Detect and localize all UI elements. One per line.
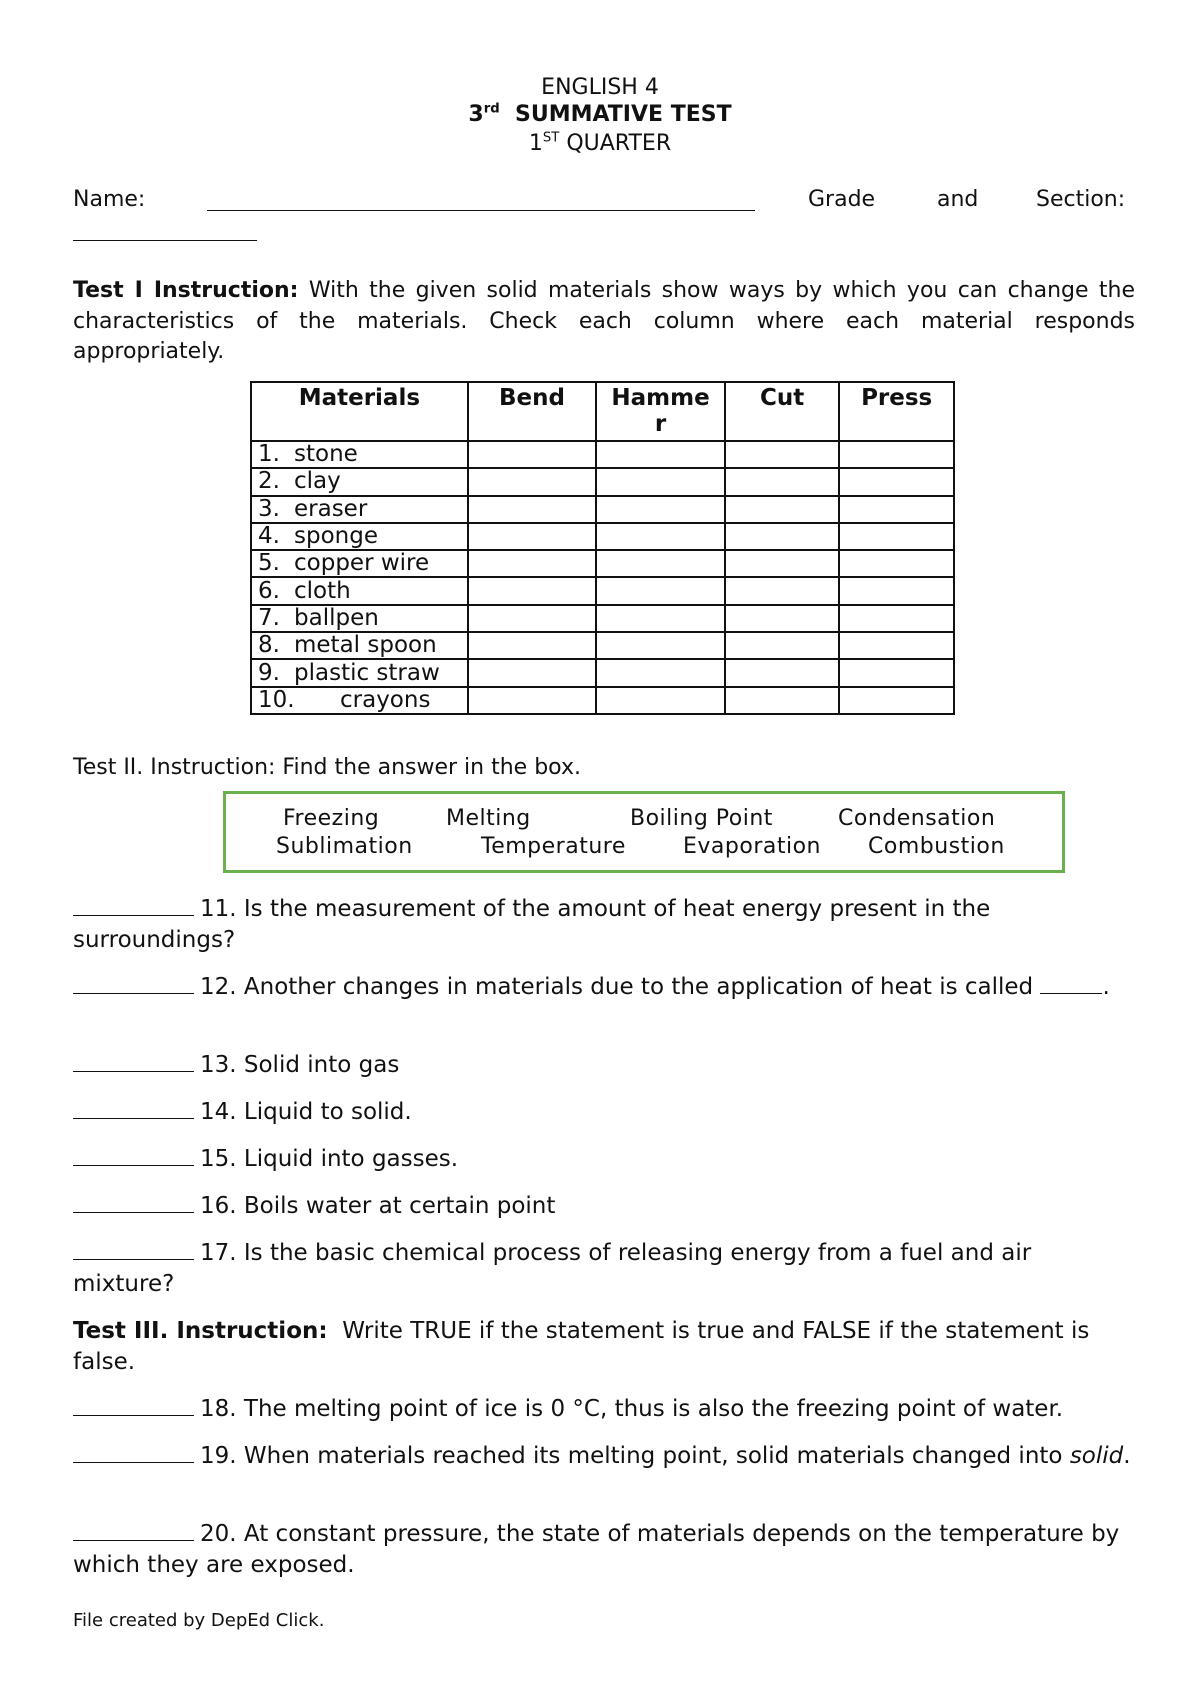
materials-body	[251, 441, 954, 714]
material-cell	[251, 496, 468, 523]
word-evaporation: Evaporation	[683, 834, 821, 859]
test-title	[0, 101, 1200, 129]
test-title-text: SUMMATIVE TEST	[514, 102, 732, 127]
table-row	[251, 659, 954, 686]
check-cell-hammer[interactable]	[596, 659, 725, 686]
word-temperature: Temperature	[481, 834, 626, 859]
check-cell-cut[interactable]	[725, 659, 839, 686]
materials-table	[250, 381, 955, 715]
check-cell-hammer[interactable]	[596, 632, 725, 659]
quarter-title	[0, 130, 1200, 158]
material-cell	[251, 632, 468, 659]
check-cell-press[interactable]	[839, 441, 954, 468]
word-melting: Melting	[446, 806, 531, 831]
question-13	[73, 1050, 1135, 1081]
material-name: stone	[294, 441, 358, 468]
check-cell-hammer[interactable]	[596, 523, 725, 550]
check-cell-bend[interactable]	[468, 523, 596, 550]
material-number: 9.	[258, 659, 280, 686]
answer-blank[interactable]	[73, 895, 194, 916]
material-cell	[251, 577, 468, 604]
material-name: clay	[294, 468, 341, 495]
material-number: 8.	[258, 632, 280, 659]
check-cell-press[interactable]	[839, 577, 954, 604]
word-condensation: Condensation	[838, 806, 996, 831]
material-name: eraser	[294, 495, 368, 522]
check-cell-hammer[interactable]	[596, 605, 725, 632]
table-row	[251, 687, 954, 714]
subject-text: ENGLISH 4	[541, 75, 659, 100]
test-number: 3	[468, 102, 484, 127]
table-row	[251, 550, 954, 577]
check-cell-bend[interactable]	[468, 605, 596, 632]
check-cell-press[interactable]	[839, 496, 954, 523]
question-12	[73, 972, 1135, 1003]
quarter-number: 1	[528, 131, 543, 156]
col-bend: Bend	[468, 382, 596, 441]
section-label: Section:	[1036, 187, 1126, 212]
answer-blank[interactable]	[73, 1098, 194, 1119]
check-cell-cut[interactable]	[725, 577, 839, 604]
quarter-label: QUARTER	[566, 131, 672, 156]
material-cell	[251, 605, 468, 632]
material-cell	[251, 468, 468, 495]
check-cell-press[interactable]	[839, 523, 954, 550]
word-freezing: Freezing	[283, 806, 380, 831]
material-name: ballpen	[294, 604, 379, 631]
check-cell-press[interactable]	[839, 550, 954, 577]
question-text: 14. Liquid to solid.	[200, 1099, 412, 1125]
material-name: cloth	[294, 577, 351, 604]
question-text: 19. When materials reached its melting point, solid materials changed into	[200, 1443, 1063, 1469]
test2-instruction: Test II. Instruction: Find the answer in the box.	[73, 755, 581, 780]
question-19	[73, 1441, 1135, 1472]
check-cell-cut[interactable]	[725, 550, 839, 577]
test1-instruction	[73, 276, 1135, 368]
check-cell-hammer[interactable]	[596, 496, 725, 523]
table-row	[251, 577, 954, 604]
question-tail: .	[1102, 974, 1110, 1000]
test1-instruction-text: With the given solid materials show ways by which you can change the characteristics of the materials. Check each column where each material responds appropriately.	[73, 278, 1135, 364]
test1-heading: Test I Instruction:	[73, 278, 299, 303]
check-cell-bend[interactable]	[468, 496, 596, 523]
footer-credit: File created by DepEd Click.	[73, 1610, 325, 1631]
test-number-suffix: rd	[483, 101, 500, 117]
check-cell-cut[interactable]	[725, 468, 839, 495]
material-cell	[251, 659, 468, 686]
question-text: 13. Solid into gas	[200, 1052, 400, 1078]
col-hammer	[596, 382, 725, 441]
answer-blank[interactable]	[73, 1145, 194, 1166]
material-cell	[251, 550, 468, 577]
material-name: sponge	[294, 523, 378, 550]
inline-blank[interactable]	[1040, 973, 1102, 994]
check-cell-hammer[interactable]	[596, 577, 725, 604]
material-cell	[251, 687, 468, 714]
question-tail: .	[1123, 1443, 1131, 1469]
material-number: 2.	[258, 468, 280, 495]
table-row	[251, 468, 954, 495]
name-blank[interactable]	[207, 210, 755, 211]
question-15	[73, 1144, 1135, 1175]
word-sublimation: Sublimation	[276, 834, 413, 859]
quarter-suffix: ST	[542, 130, 560, 146]
check-cell-cut[interactable]	[725, 687, 839, 714]
material-name: metal spoon	[294, 632, 437, 659]
table-row	[251, 523, 954, 550]
material-number: 10.	[258, 686, 295, 713]
col-hammer-label: Hammer	[611, 385, 710, 437]
check-cell-bend[interactable]	[468, 687, 596, 714]
material-number: 5.	[258, 550, 280, 577]
material-name: copper wire	[294, 550, 430, 577]
check-cell-hammer[interactable]	[596, 687, 725, 714]
material-cell	[251, 523, 468, 550]
material-number: 6.	[258, 577, 280, 604]
answer-blank[interactable]	[73, 1051, 194, 1072]
question-11	[73, 894, 1135, 955]
question-text: 15. Liquid into gasses.	[200, 1146, 459, 1172]
table-row	[251, 496, 954, 523]
answer-blank[interactable]	[73, 1442, 194, 1463]
question-16	[73, 1191, 1135, 1222]
check-cell-bend[interactable]	[468, 659, 596, 686]
test3-instruction-text: Write TRUE if the statement is true and FALSE if the statement is false.	[73, 1318, 1090, 1375]
question-text: 16. Boils water at certain point	[200, 1193, 556, 1219]
check-cell-bend[interactable]	[468, 468, 596, 495]
material-number: 7.	[258, 604, 280, 631]
table-row	[251, 605, 954, 632]
material-number: 4.	[258, 523, 280, 550]
question-text: 17. Is the basic chemical process of releasing energy from a fuel and air mixture?	[73, 1240, 1032, 1297]
check-cell-press[interactable]	[839, 659, 954, 686]
col-cut: Cut	[725, 382, 839, 441]
check-cell-cut[interactable]	[725, 632, 839, 659]
answer-blank[interactable]	[73, 1395, 194, 1416]
word-box	[223, 791, 1065, 873]
material-cell	[251, 441, 468, 468]
word-boiling-point: Boiling Point	[630, 806, 773, 831]
material-name: plastic straw	[294, 659, 440, 686]
check-cell-hammer[interactable]	[596, 441, 725, 468]
check-cell-bend[interactable]	[468, 577, 596, 604]
check-cell-cut[interactable]	[725, 605, 839, 632]
question-14	[73, 1097, 1135, 1128]
answer-blank[interactable]	[73, 1192, 194, 1213]
subject-title	[0, 74, 1200, 102]
table-header-row	[251, 382, 954, 441]
check-cell-cut[interactable]	[725, 523, 839, 550]
answer-blank[interactable]	[73, 973, 194, 994]
answer-blank[interactable]	[73, 1239, 194, 1260]
section-blank[interactable]	[73, 240, 257, 241]
check-cell-press[interactable]	[839, 632, 954, 659]
grade-label: Grade	[808, 187, 876, 212]
check-cell-press[interactable]	[839, 468, 954, 495]
col-materials: Materials	[251, 382, 468, 441]
material-number: 3.	[258, 495, 280, 522]
check-cell-press[interactable]	[839, 605, 954, 632]
table-row	[251, 441, 954, 468]
word-combustion: Combustion	[868, 834, 1005, 859]
question-text: 11. Is the measurement of the amount of heat energy present in the surroundings?	[73, 896, 991, 953]
check-cell-cut[interactable]	[725, 496, 839, 523]
question-text: 12. Another changes in materials due to the application of heat is called	[200, 974, 1034, 1000]
question-text: 20. At constant pressure, the state of materials depends on the temperature by which they are exposed.	[73, 1521, 1120, 1578]
check-cell-bend[interactable]	[468, 632, 596, 659]
col-press: Press	[839, 382, 954, 441]
and-label: and	[937, 187, 979, 212]
question-text: 18. The melting point of ice is 0 °C, thus is also the freezing point of water.	[200, 1396, 1064, 1422]
answer-blank[interactable]	[73, 1520, 194, 1541]
check-cell-bend[interactable]	[468, 441, 596, 468]
test3-heading: Test III. Instruction:	[73, 1318, 328, 1344]
check-cell-hammer[interactable]	[596, 550, 725, 577]
material-name: crayons	[340, 686, 431, 713]
check-cell-press[interactable]	[839, 687, 954, 714]
check-cell-bend[interactable]	[468, 550, 596, 577]
question-17	[73, 1238, 1135, 1299]
table-row	[251, 632, 954, 659]
check-cell-cut[interactable]	[725, 441, 839, 468]
check-cell-hammer[interactable]	[596, 468, 725, 495]
name-label: Name:	[73, 187, 146, 212]
material-number: 1.	[258, 441, 280, 468]
question-18	[73, 1394, 1135, 1425]
question-italic-word: solid	[1069, 1443, 1124, 1469]
question-20	[73, 1519, 1135, 1580]
test3-instruction	[73, 1316, 1135, 1377]
